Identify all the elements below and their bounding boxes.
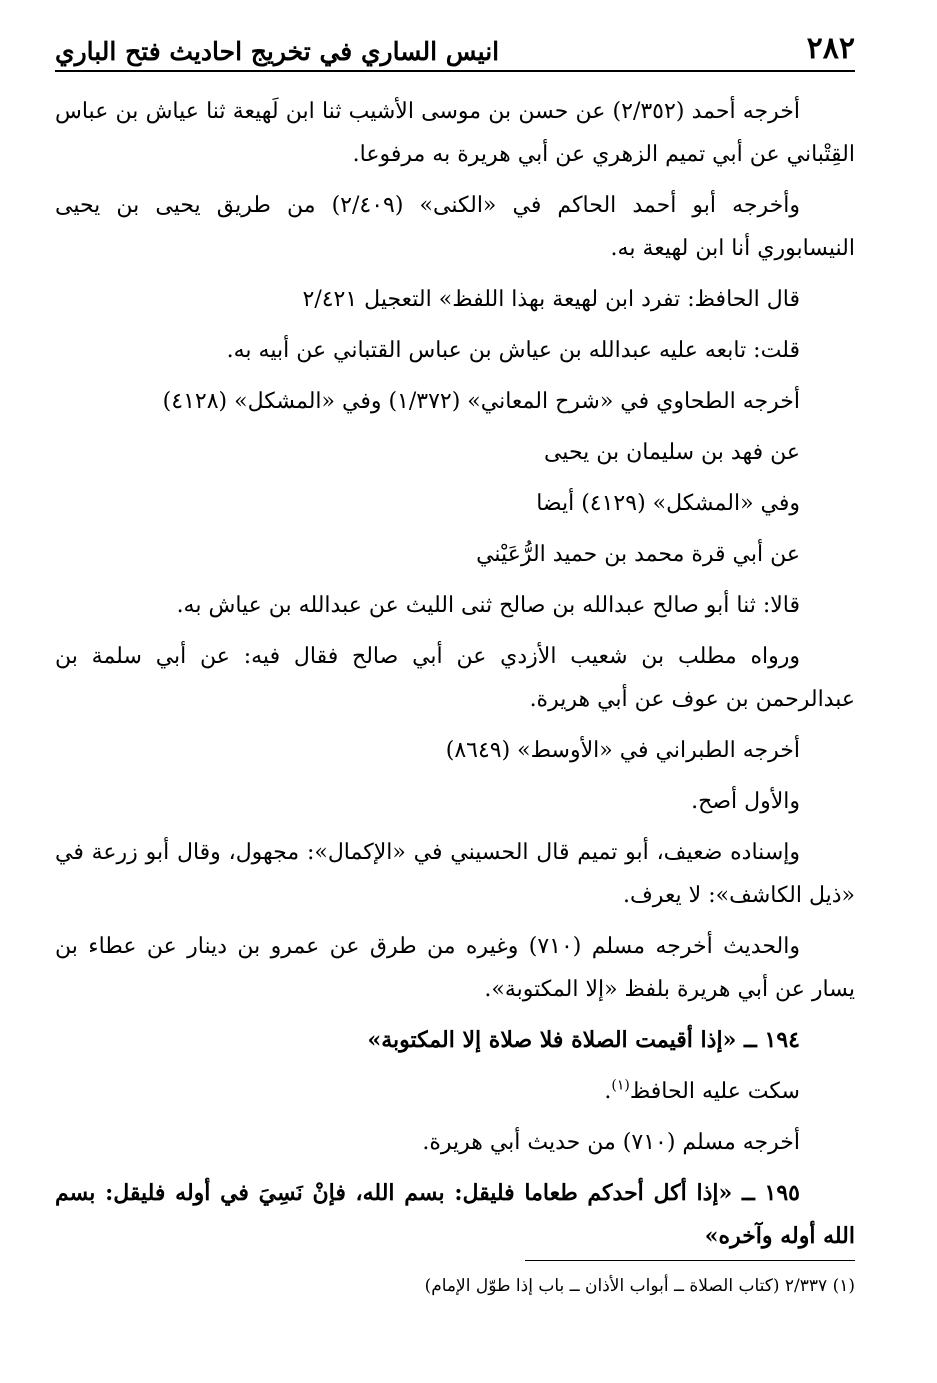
paragraph: والأول أصح.	[691, 789, 800, 814]
paragraph: وفي «المشكل» (٤١٢٩) أيضا	[536, 491, 800, 516]
paragraph: أخرجه الطحاوي في «شرح المعاني» (١/٣٧٢) وفي «المشكل» (٤١٢٨)	[162, 389, 800, 414]
paragraph: عن فهد بن سليمان بن يحيى	[543, 440, 800, 465]
paragraph: أخرجه أحمد (٢/٣٥٢) عن حسن بن موسى الأشيب ثنا ابن لَهيعة ثنا عياش بن عباس القِتْباني عن أبي تميم الزهري عن أبي هريرة به مرفوعا.	[55, 99, 855, 167]
paragraph: ورواه مطلب بن شعيب الأزدي عن أبي صالح فقال فيه: عن أبي سلمة بن عبدالرحمن بن عوف عن أبي هريرة.	[55, 644, 855, 712]
hadith-194-note	[55, 1070, 855, 1113]
note-text: سكت عليه الحافظ	[629, 1079, 800, 1104]
note-end: .	[604, 1079, 612, 1104]
hadith-heading-195: ١٩٥ ــ «إذا أكل أحدكم طعاما فليقل: بسم الله، فإنْ نَسِيَ في أوله فليقل: بسم الله أوله وآخره»	[55, 1180, 855, 1249]
footnote-separator	[525, 1260, 855, 1261]
paragraph: وإسناده ضعيف، أبو تميم قال الحسيني في «الإكمال»: مجهول، وقال أبو زرعة في «ذيل الكاشف»: لا يعرف.	[55, 840, 855, 908]
paragraph: والحديث أخرجه مسلم (٧١٠) وغيره من طرق عن عمرو بن دينار عن عطاء بن يسار عن أبي هريرة بلفظ «إلا المكتوبة».	[55, 934, 855, 1002]
paragraph: عن أبي قرة محمد بن حميد الرُّعَيْني	[476, 542, 800, 567]
paragraph: قال الحافظ: تفرد ابن لهيعة بهذا اللفظ» التعجيل ٢/٤٢١	[302, 287, 800, 312]
paragraph: قالا: ثنا أبو صالح عبدالله بن صالح ثنى الليث عن عبدالله بن عياش به.	[176, 593, 800, 618]
footnote-marker[interactable]: (١)	[611, 1077, 630, 1094]
paragraph: قلت: تابعه عليه عبدالله بن عياش بن عباس القتباني عن أبيه به.	[226, 338, 800, 363]
hadith-194-source: أخرجه مسلم (٧١٠) من حديث أبي هريرة.	[422, 1130, 800, 1155]
running-title: انيس الساري في تخريج احاديث فتح الباري	[55, 37, 500, 66]
page-number: ٢٨٢	[806, 31, 855, 66]
page-body	[55, 90, 855, 1266]
paragraph: أخرجه الطبراني في «الأوسط» (٨٦٤٩)	[445, 738, 800, 763]
hadith-heading-194: ١٩٤ ــ «إذا أقيمت الصلاة فلا صلاة إلا المكتوبة»	[367, 1027, 800, 1053]
page-header	[55, 30, 855, 72]
paragraph: وأخرجه أبو أحمد الحاكم في «الكنى» (٢/٤٠٩) من طريق يحيى بن يحيى النيسابوري أنا ابن لهيعة به.	[55, 193, 855, 261]
footnote: (١) ٢/٣٣٧ (كتاب الصلاة ــ أبواب الأذان ــ باب إذا طوّل الإمام)	[424, 1276, 855, 1296]
